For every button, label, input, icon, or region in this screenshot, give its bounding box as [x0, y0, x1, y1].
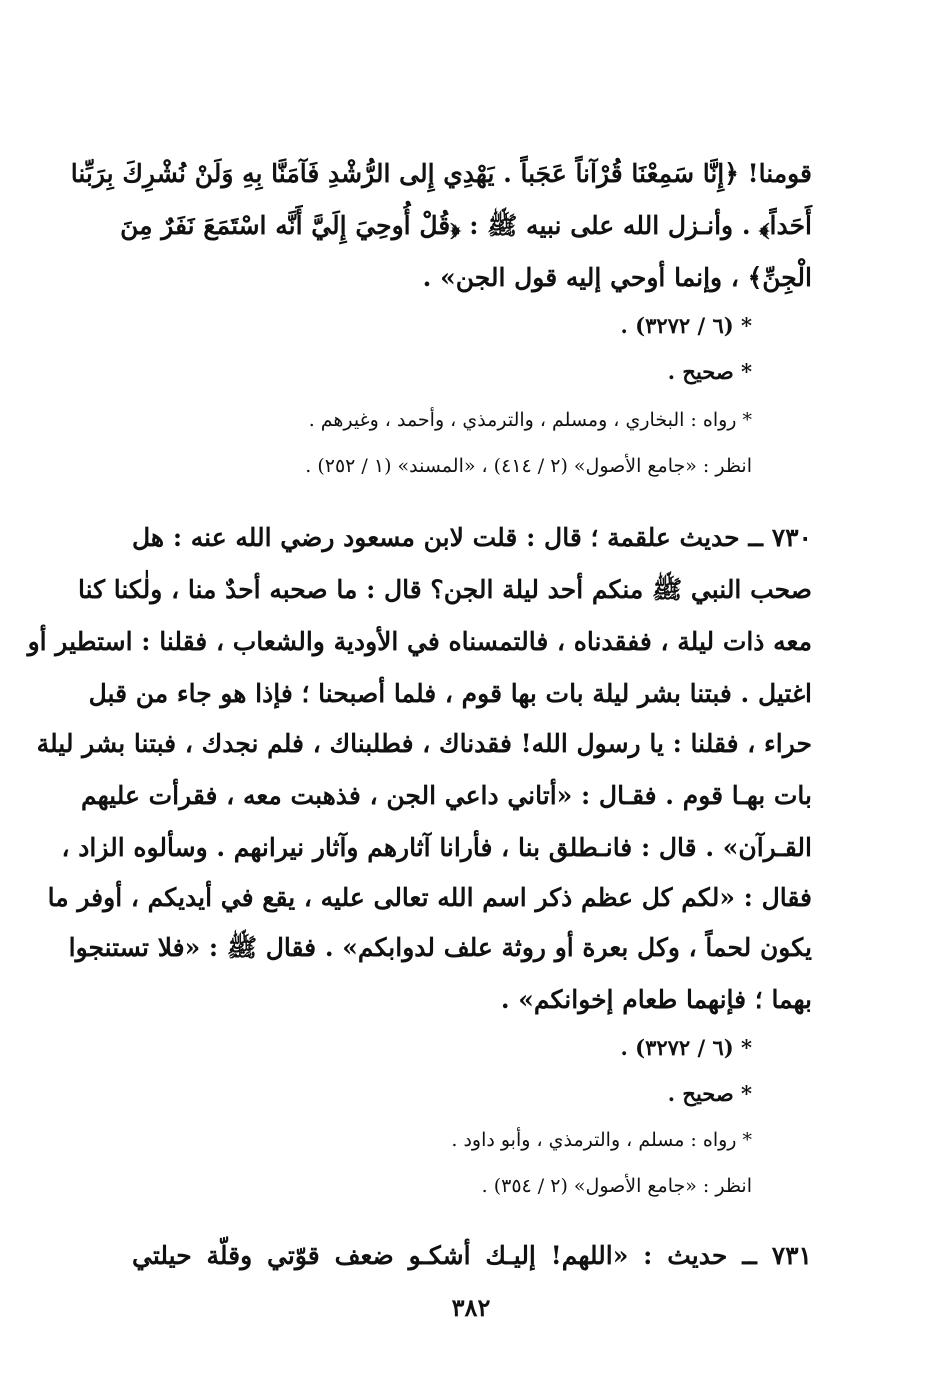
- hadith-731-heading-line: ٧٣١ ــ حديث : «اللهم! إليـك أشكـو ضعف قوّتي وقلّة حيلتي: [132, 1241, 812, 1270]
- note-grading: * صحيح .: [667, 359, 752, 384]
- note-see-also: انظر : «جامع الأصول» (٢ / ٤١٤) ، «المسند» (١ / ٢٥٢) .: [305, 455, 752, 477]
- text-line: بات بهـا قوم . فقـال : «أتاني داعي الجن ، فذهبت معه ، فقرأت عليهم: [81, 781, 812, 810]
- page-number: ٣٨٢: [451, 1293, 491, 1322]
- note-narrators: * رواه : البخاري ، ومسلم ، والترمذي ، وأحمد ، وغيرهم .: [308, 409, 752, 431]
- text-line: حراء ، فقلنا : يا رسول الله! فقدناك ، فطلبناك ، فلم نجدك ، فبتنا بشر ليلة: [36, 729, 812, 758]
- note-see-also: انظر : «جامع الأصول» (٢ / ٣٥٤) .: [481, 1175, 752, 1197]
- text-line: بهما ؛ فإنهما طعام إخوانكم» .: [500, 985, 812, 1014]
- text-line: قومنا! ﴿إِنَّا سَمِعْنَا قُرْآناً عَجَباً . يَهْدِي إِلى الرُّشْدِ فَآمَنَّا بِهِ وَلَنْ نُشْرِكَ بِرَبِّنا: [70, 159, 812, 188]
- note-grading: * صحيح .: [667, 1081, 752, 1106]
- note-reference: * (٦ / ٣٢٧٢) .: [620, 313, 752, 338]
- text-line: فقال : «لكم كل عظم ذكر اسم الله تعالى عليه ، يقع في أيديكم ، أوفر ما: [47, 883, 812, 912]
- hadith-730-heading-line: ٧٣٠ ــ حديث علقمة ؛ قال : قلت لابن مسعود رضي الله عنه : هل: [132, 523, 812, 552]
- text-line: أَحَداً﴾ . وأنـزل الله على نبيه ﷺ : ﴿قُلْ أُوحِيَ إِلَيَّ أَنَّه اسْتَمَعَ نَفَرٌ مِنَ: [120, 211, 812, 240]
- note-narrators: * رواه : مسلم ، والترمذي ، وأبو داود .: [451, 1129, 752, 1151]
- text-line: اغتيل . فبتنا بشر ليلة بات بها قوم ، فلما أصبحنا ؛ فإذا هو جاء من قبل: [88, 679, 812, 708]
- text-line: الْجِنِّ﴾ ، وإنما أوحي إليه قول الجن» .: [422, 263, 812, 292]
- text-line: القـرآن» . قال : فانـطلق بنا ، فأرانا آثارهم وآثار نيرانهم . وسألوه الزاد ،: [61, 833, 812, 862]
- text-line: يكون لحماً ، وكل بعرة أو روثة علف لدوابكم» . فقال ﷺ : «فلا تستنجوا: [68, 933, 812, 962]
- text-line: معه ذات ليلة ، ففقدناه ، فالتمسناه في الأودية والشعاب ، فقلنا : استطير أو: [27, 627, 812, 656]
- note-reference: * (٦ / ٣٢٧٢) .: [620, 1035, 752, 1060]
- text-line: صحب النبي ﷺ منكم أحد ليلة الجن؟ قال : ما صحبه أحدٌ منا ، ولٰكنا كنا: [77, 575, 812, 604]
